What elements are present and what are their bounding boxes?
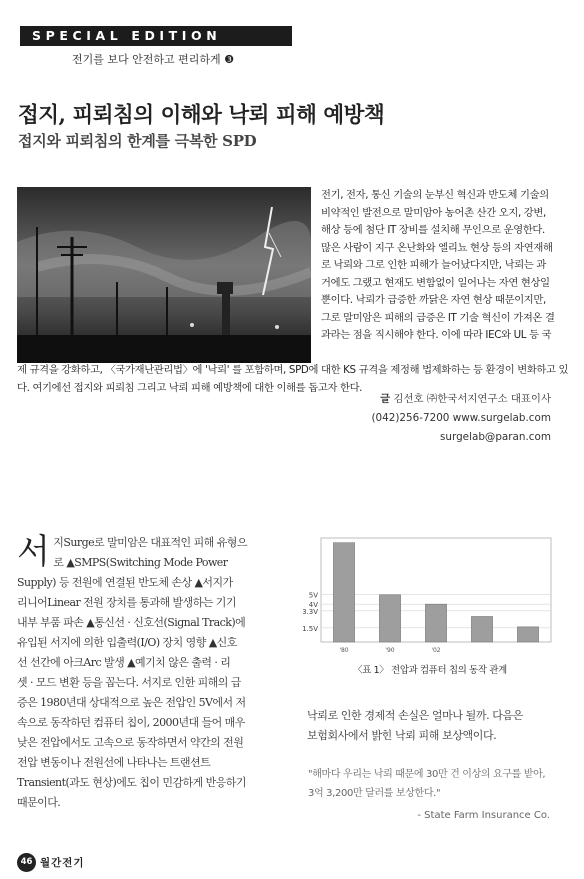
body-column-left [17, 533, 285, 813]
chart-y-tick-label: 4V [308, 601, 318, 610]
body-line: Transient(과도 현상)에도 칩이 민감하게 반응하기 [17, 776, 246, 789]
chart-caption: 〈표 1〉 전압과 컴퓨터 칩의 동작 관계 [353, 665, 507, 676]
body-line: 로 ▲SMPS(Switching Mode Power [53, 556, 228, 569]
voltage-chart-svg [303, 530, 557, 660]
intro-line: 그로 말미암은 피해의 급증은 IT 기술 혁신이 가져온 결 [321, 311, 555, 324]
body-line: 리니어Linear 전원 장치를 통과해 발생하는 기기 [17, 596, 236, 609]
chart-y-tick-label: 5V [308, 591, 318, 600]
article-title: 접지, 피뢰침의 이해와 낙뢰 피해 예방책 [18, 103, 385, 128]
chart-x-tick-label: '80 [339, 647, 349, 654]
intro-line: 과라는 점을 직시해야 한다. 이에 따라 IEC와 UL 등 국 [321, 329, 552, 341]
byline-author-line [371, 390, 551, 409]
body-line: 때문이다. [17, 796, 61, 809]
body-line: 낮은 전압에서도 고속으로 동작하면서 약간의 전원 [17, 736, 244, 749]
lightning-photo-image [17, 187, 311, 363]
body-line: 속으로 동작하던 컴퓨터 칩이, 2000년대 들어 매우 [17, 716, 245, 729]
special-edition-banner: SPECIAL EDITION [20, 26, 292, 46]
magazine-name: 월간전기 [40, 857, 85, 869]
intro-text [321, 187, 555, 345]
chart-bar [517, 627, 538, 642]
drop-cap: 서 [17, 532, 50, 572]
byline-author: 김선호 ㈜한국서지연구소 대표이사 [393, 393, 551, 405]
series-label: 전기를 보다 안전하고 편리하게 ❸ [72, 53, 234, 66]
body-line: 전압 변동이나 전원선에 나타나는 트랜션트 [17, 756, 211, 769]
intro-line: 전기, 전자, 통신 기술의 눈부신 혁신과 반도체 기술의 [321, 189, 549, 201]
quote-line: 3억 3,200만 달러를 보상한다." [308, 788, 441, 799]
article-subtitle: 접지와 피뢰침의 한계를 극복한 SPD [18, 132, 257, 150]
page-footer [17, 853, 85, 872]
chart-x-tick-label: '02 [431, 647, 441, 654]
body-line: 낙뢰로 인한 경제적 손실은 얼마나 될까. 다음은 [307, 709, 523, 722]
chart-y-tick-label: 3.3V [303, 607, 318, 616]
body-line: 셋 · 모드 변환 등을 꼽는다. 서지로 인한 피해의 급 [17, 676, 241, 689]
byline-label: 글 [380, 393, 391, 405]
body-line: 내부 부품 파손 ▲통신선 · 신호선(Signal Track)에 [17, 616, 246, 629]
chart-bar [379, 595, 400, 642]
chart-y-tick-label: 1.5V [303, 624, 318, 633]
body-line: 선 선간에 아크Arc 발생 ▲예기치 않은 출력 · 리 [17, 656, 231, 669]
insurance-quote [308, 765, 545, 803]
chart-x-tick-label: '90 [385, 647, 395, 654]
intro-line: 다. 여기에선 접지와 피뢰침 그리고 낙뢰 피해 예방책에 대한 이해를 돕고자 한다. [17, 381, 363, 394]
body-line: 유입된 서지에 의한 입출력(I/O) 장치 영향 ▲신호 [17, 636, 237, 649]
chart-bar [471, 616, 492, 642]
body-line: 보험회사에서 밝힌 낙뢰 피해 보상액이다. [307, 729, 497, 742]
intro-line: 거에도 그랬고 현재도 변함없이 일어나는 자연 현상일 [321, 276, 550, 289]
intro-line: 비약적인 발전으로 말미암아 농어촌 산간 오지, 강변, [321, 206, 546, 219]
intro-line: 뿐이다. 낙뢰가 급증한 까닭은 자연 현상 때문이지만, [321, 294, 546, 306]
body-line: 증은 1980년대 상대적으로 높은 전압인 5V에서 저 [17, 696, 246, 709]
intro-line: 많은 사람이 지구 온난화와 엘리뇨 현상 등의 자연재해 [321, 241, 553, 254]
body-line: Supply) 등 전원에 연결된 반도체 손상 ▲서지가 [17, 576, 233, 589]
chart-bar [333, 543, 354, 642]
byline-contact: (042)256-7200 www.surgelab.com [371, 412, 551, 424]
quote-source: - State Farm Insurance Co. [417, 810, 550, 821]
intro-line: 제 규격을 강화하고, 〈국가재난관리법〉에 '낙뢰' 를 포함하며, SPD에 대한 KS 규격을 제정해 법제화하는 등 환경이 변화하고 있 [17, 364, 569, 376]
body-line: 지Surge로 말미암은 대표적인 피해 유형으 [53, 536, 247, 549]
byline [371, 390, 551, 447]
voltage-chart [303, 530, 557, 660]
byline-email: surgelab@paran.com [440, 431, 551, 443]
page-number: 46 [17, 853, 36, 872]
intro-line: 해상 등에 첨단 IT 장비를 설치해 무인으로 운영한다. [321, 224, 545, 236]
lightning-photo [17, 187, 311, 363]
body-column-right [307, 706, 523, 746]
chart-bar [425, 604, 446, 642]
intro-line: 로 낙뢰와 그로 인한 피해가 늘어났다지만, 낙뢰는 과 [321, 259, 546, 271]
quote-line: "해마다 우리는 낙뢰 때문에 30만 건 이상의 요구를 받아, [308, 769, 546, 780]
